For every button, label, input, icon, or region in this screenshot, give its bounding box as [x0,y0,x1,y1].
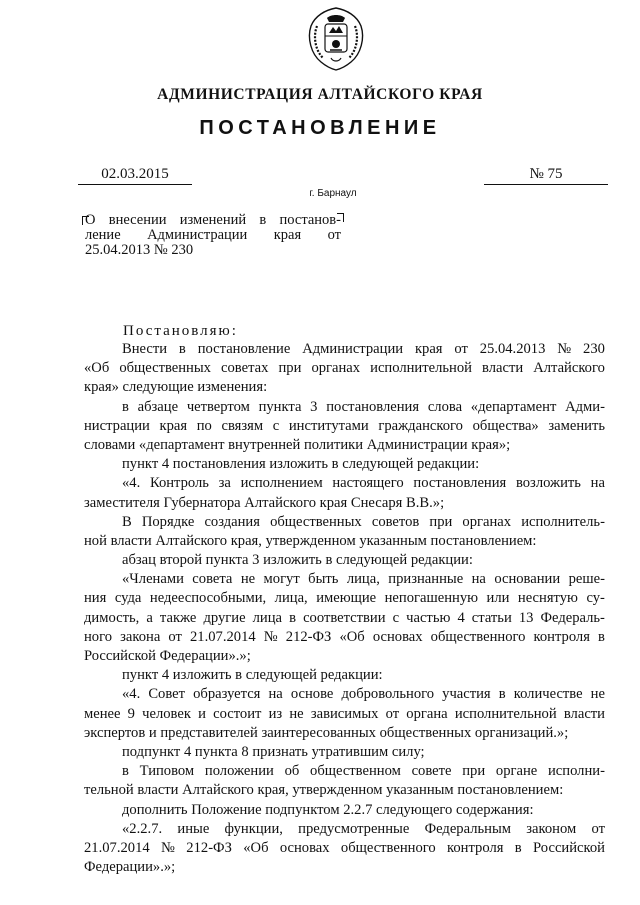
body-line: словами «департамент внутренней политики Администрации края»; [84,436,511,453]
document-city: г. Барнаул [309,188,357,199]
body-line: в Типовом положении об общественном совете при органе исполни- [122,763,605,780]
body-line: Федерации».»; [84,859,176,876]
body-line: заместителя Губернатора Алтайского края Снесаря В.В.»; [84,494,445,511]
body-line: «2.2.7. иные функции, предусмотренные Федеральным законом от [122,820,605,837]
subject-line: О внесении изменений в постанов- [85,212,341,228]
document-subject [85,213,341,258]
body-line: подпункт 4 пункта 8 признать утратившим силу; [122,743,425,760]
document-number: № 75 [484,166,608,185]
body-line: «4. Контроль за исполнением настоящего постановления возложить на [122,475,605,492]
body-line: менее 9 человек и состоит из не зависимых от органа исполнительной власти [84,705,605,722]
body-line: пункт 4 постановления изложить в следующей редакции: [122,456,480,473]
body-line: абзац второй пункта 3 изложить в следующей редакции: [122,552,473,569]
subject-line: ление Администрации края от [85,227,341,243]
body-line: Российской Федерации».»; [84,648,251,664]
body-line: В Порядке создания общественных советов при органах исполнитель- [122,513,605,530]
body-line: нистрации края по связям с институтами гражданского общества» заменить [84,417,605,434]
body-line: дополнить Положение подпунктом 2.2.7 следующего содержания: [122,801,534,818]
body-line: «4. Совет образуется на основе добровольного участия в количестве не [122,686,605,703]
subject-line: 25.04.2013 № 230 [85,242,194,258]
body-line: «Членами совета не могут быть лица, признанные на основании реше- [122,571,605,588]
organization-title: АДМИНИСТРАЦИЯ АЛТАЙСКОГО КРАЯ [157,86,483,103]
body-line: экспертов и представителей заинтересованных общественных организаций.»; [84,724,569,741]
decree-word: Постановляю: [123,323,238,339]
body-line: ния суда недееспособными, лица, имеющие непогашенную или неснятую су- [84,590,605,607]
body-line: ной власти Алтайского края, утвержденном указанным постановлением: [84,532,537,549]
body-line: пункт 4 изложить в следующей редакции: [122,667,383,684]
body-line: ного закона от 21.07.2014 № 212-ФЗ «Об основах общественного контроля в [84,628,605,645]
body-line: 21.07.2014 № 212-ФЗ «Об основах общественного контроля в Российской [84,839,605,856]
document-date: 02.03.2015 [78,166,192,185]
body-line: в абзаце четвертом пункта 3 постановления слова «департамент Адми- [122,398,605,415]
body-line: тельной власти Алтайского края, утвержденном указанным постановлением: [84,782,564,799]
body-line: «Об общественных советах при органах исполнительной власти Алтайского [84,360,605,377]
body-line: димость, а также другие лица в соответствии с частью 4 статьи 13 Федераль- [84,609,605,626]
document-body [84,340,605,877]
body-line: Внести в постановление Администрации края от 25.04.2013 № 230 [122,341,605,357]
coat-of-arms-icon [305,6,367,72]
body-line: края» следующие изменения: [84,379,268,396]
document-type-title: ПОСТАНОВЛЕНИЕ [199,117,441,139]
